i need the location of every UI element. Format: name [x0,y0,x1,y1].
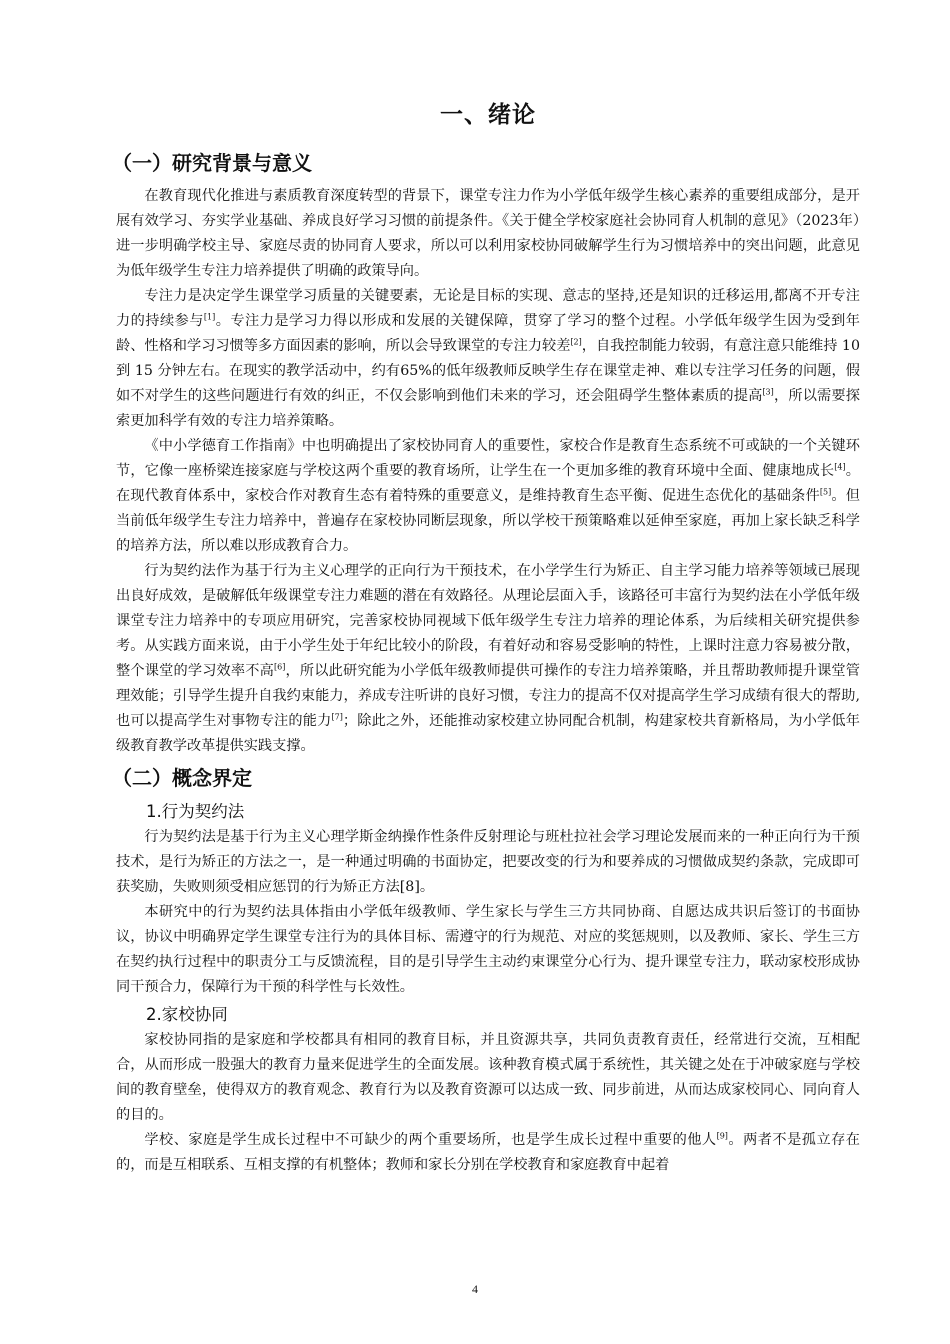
citation-marker: [6] [274,662,286,672]
subsection-heading-home-school: 2.家校协同 [146,1005,228,1024]
citation-marker: [1] [203,312,216,322]
section-body-background [116,184,860,759]
citation-marker: [9] [716,1131,728,1141]
section-heading-concepts: （二）概念界定 [112,766,252,790]
paragraph: 本研究中的行为契约法具体指由小学低年级教师、学生家长与学生三方共同协商、自愿达成共识后签订的书面协议，协议中明确界定学生课堂专注行为的具体目标、需遵守的行为规范、对应的奖惩规则，以及教师、家长、学生三方在契约执行过程中的职责分工与反馈流程，目的是引导学生主动约束课堂分心行为、提升课堂专注力，联动家校形成协同干预合力，保障行为干预的科学性与长效性。 [116,904,860,995]
citation-marker: [7] [331,712,343,722]
paragraph: 《中小学德育工作指南》中也明确提出了家校协同育人的重要性，家校合作是教育生态系统不可或缺的一个关键环节，它像一座桥梁连接家庭与学校这两个重要的教育场所，让学生在一个更加多维的教育环境中全面、健康地成长[4]。在现代教育体系中，家校合作对教育生态有着特殊的重要意义，是维持教育生态平衡、促进生态优化的基础条件[5]。但当前低年级学生专注力培养中，普遍存在家校协同断层现象，所以学校干预策略难以延伸至家庭，再加上家长缺乏科学的培养方法，所以难以形成教育合力。 [116,438,860,554]
section-heading-background: （一）研究背景与意义 [112,151,312,175]
paragraph: 行为契约法作为基于行为主义心理学的正向行为干预技术，在小学学生行为矫正、自主学习能力培养等领域已展现出良好成效，是破解低年级课堂专注力难题的潜在有效路径。从理论层面入手，该路径可丰富行为契约法在小学低年级课堂专注力培养中的专项应用研究，完善家校协同视域下低年级学生专注力培养的理论体系，为后续相关研究提供参考。从实践方面来说，由于小学生处于年纪比较小的阶段，有着好动和容易受影响的特性，上课时注意力容易被分散，整个课堂的学习效率不高[6]，所以此研究能为小学低年级教师提供可操作的专注力培养策略，并且帮助教师提升课堂管理效能；引导学生提升自我约束能力，养成专注听讲的良好习惯，专注力的提高不仅对提高学生学习成绩有很大的帮助,也可以提高学生对事物专注的能力[7]；除此之外，还能推动家校建立协同配合机制，构建家校共育新格局，为小学低年级教育教学改革提供实践支撑。 [116,563,860,754]
paragraph: 在教育现代化推进与素质教育深度转型的背景下，课堂专注力作为小学低年级学生核心素养的重要组成部分，是开展有效学习、夯实学业基础、养成良好学习习惯的前提条件。《关于健全学校家庭社会协同育人机制的意见》（2023年）进一步明确学校主导、家庭尽责的协同育人要求，所以可以利用家校协同破解学生行为习惯培养中的突出问题，此意见为低年级学生专注力培养提供了明确的政策导向。 [116,188,860,279]
citation-marker: [4] [834,462,846,472]
chapter-title: 一、绪论 [440,102,536,128]
citation-marker: [5] [819,487,832,497]
paragraph: 学校、家庭是学生成长过程中不可缺少的两个重要场所，也是学生成长过程中重要的他人[9]。两者不是孤立存在的，而是互相联系、互相支撑的有机整体；教师和家长分别在学校教育和家庭教育中起着 [116,1131,860,1173]
page-content [112,96,860,1178]
page-number: 4 [472,1282,478,1296]
citation-marker: [3] [762,387,774,397]
subsection-body-home-school [116,1028,860,1178]
paragraph: 家校协同指的是家庭和学校都具有相同的教育目标，并且资源共享，共同负责教育责任，经常进行交流，互相配合，从而形成一股强大的教育力量来促进学生的全面发展。该种教育模式属于系统性，其关键之处在于冲破家庭与学校间的教育壁垒，使得双方的教育观念、教育行为以及教育资源可以达成一致、同步前进，从而达成家校同心、同向育人的目的。 [116,1032,860,1123]
subsection-heading-behavior-contract: 1.行为契约法 [146,802,245,821]
paragraph: 专注力是决定学生课堂学习质量的关键要素，无论是目标的实现、意志的坚持,还是知识的迁移运用,都离不开专注力的持续参与[1]。专注力是学习力得以形成和发展的关键保障，贯穿了学习的整个过程。小学低年级学生因为受到年龄、性格和学习习惯等多方面因素的影响，所以会导致课堂的专注力较差[2]，自我控制能力较弱，有意注意只能维持 10 到 15 分钟左右。在现实的教学活动中，约有65%的低年级教师反映学生存在课堂走神、难以专注学习任务的问题，假如不对学生的这些问题进行有效的纠正，不仅会影响到他们未来的学习，还会阻碍学生整体素质的提高[3]，所以需要探索更加科学有效的专注力培养策略。 [116,288,860,429]
subsection-body-behavior-contract [116,825,860,1000]
paragraph: 行为契约法是基于行为主义心理学斯金纳操作性条件反射理论与班杜拉社会学习理论发展而来的一种正向行为干预技术，是行为矫正的方法之一，是一种通过明确的书面协定，把要改变的行为和要养成的习惯做成契约条款，完成即可获奖励，失败则须受相应惩罚的行为矫正方法[8]。 [116,829,860,895]
citation-marker: [2] [570,337,582,347]
